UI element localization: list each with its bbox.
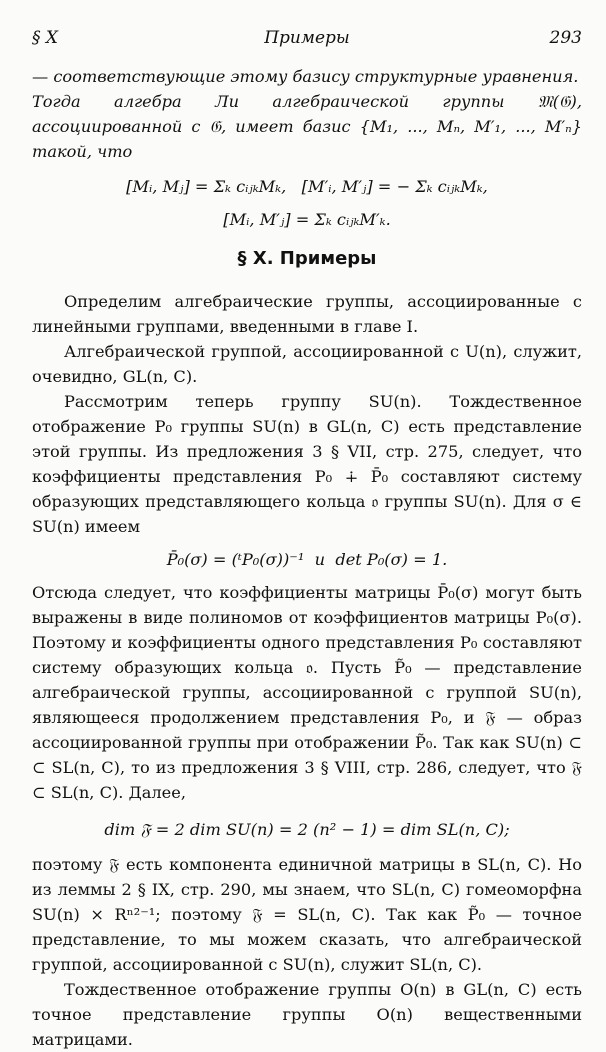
formula-commutators-2: [Mᵢ, M′ⱼ] = Σₖ cᵢⱼₖM′ₖ.	[223, 210, 391, 229]
formula-commutators-1: [Mᵢ, Mⱼ] = Σₖ cᵢⱼₖMₖ, [M′ᵢ, M′ⱼ] = − Σₖ cᵢⱼₖMₖ,	[126, 177, 488, 196]
running-header	[32, 28, 582, 52]
paragraph-6: Тождественное отображение группы O(n) в GL(n, C) есть точное представление группы O(n) вещественными матрицами.	[32, 980, 582, 1049]
paragraph-5: поэтому 𝔉 есть компонента единичной матрицы в SL(n, C). Но из леммы 2 § IX, стр. 290, мы знаем, что SL(n, C) гомеоморфна SU(n) × Rⁿ²⁻¹; поэтому 𝔉 = SL(n, C). Так как P̃₀ — точное представление, то мы можем сказать, что алгебраической группой, ассоциированной с SU(n), служит SL(n, C).	[32, 855, 582, 974]
paragraph-4: Отсюда следует, что коэффициенты матрицы P̄₀(σ) могут быть выражены в виде полиномов от коэффициентов матрицы P₀(σ). Поэтому и коэффициенты одного представления P₀ составляют систему образующих кольца 𝔬. Пусть P̃₀ — представление алгебраической группы, ассоциированной с группой SU(n), являющееся продолжением представления P₀, и 𝔉 — образ ассоциированной группы при отображении P̃₀. Так как SU(n) ⊂ ⊂ SL(n, C), то из предложения 3 § VIII, стр. 286, следует, что 𝔉 ⊂ SL(n, C). Далее,	[32, 583, 582, 802]
paragraph-3: Рассмотрим теперь группу SU(n). Тождественное отображение P₀ группы SU(n) в GL(n, C) есть представление этой группы. Из предложения 3 § VII, стр. 275, следует, что коэффициенты представления P₀ ∔ P̄₀ составляют систему образующих представляющего кольца 𝔬 группы SU(n). Для σ ∈ SU(n) имеем	[32, 392, 582, 536]
intro-line-1: — соответствующие этому базису структурные уравнения.	[32, 67, 579, 86]
page-body	[32, 64, 582, 1052]
section-title: § X. Примеры	[237, 248, 377, 269]
header-title: Примеры	[264, 28, 350, 48]
paragraph-1: Определим алгебраические группы, ассоциированные с линейными группами, введенными в главе I.	[32, 292, 582, 336]
intro-line-2: Тогда алгебра Ли алгебраической группы 𝔐(𝔊), ассоциированной с 𝔊, имеет базис {M₁, ..., Mₙ, M′₁, ..., M′ₙ} такой, что	[32, 92, 582, 161]
equation-dimension: dim 𝔉 = 2 dim SU(n) = 2 (n² − 1) = dim SL(n, C);	[104, 820, 510, 839]
equation-inverse-transpose: P̄₀(σ) = (ᵗP₀(σ))⁻¹ и det P₀(σ) = 1.	[166, 550, 448, 569]
header-section: § X	[32, 28, 59, 48]
paragraph-2: Алгебраической группой, ассоциированной с U(n), служит, очевидно, GL(n, C).	[32, 342, 582, 386]
page-number: 293	[549, 28, 582, 48]
